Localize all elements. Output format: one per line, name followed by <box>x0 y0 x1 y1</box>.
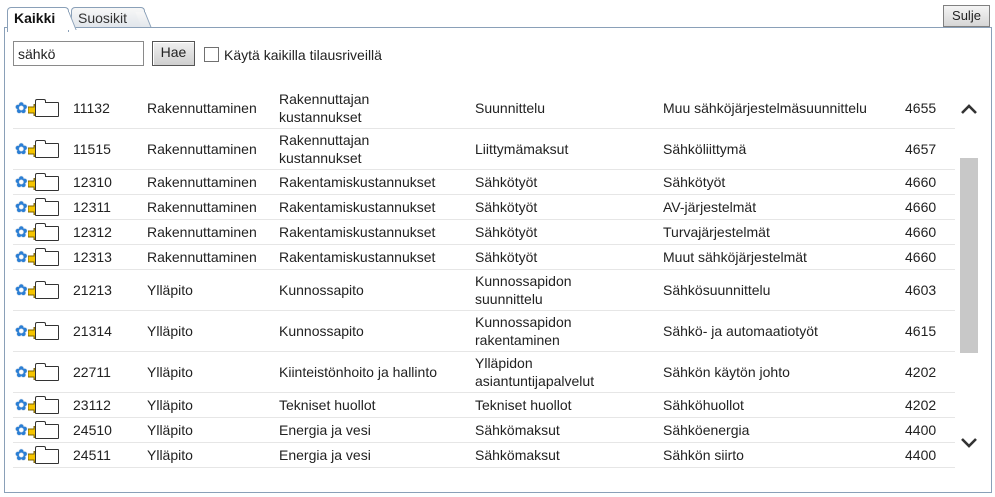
row-icons <box>15 270 67 310</box>
tab-label: Kaikki <box>14 10 56 26</box>
row-subcategory-line: Rakennuttajan <box>279 132 370 148</box>
row-number: 4400 <box>905 447 937 463</box>
row-subcategory <box>279 129 469 169</box>
row-group-line: Tekniset huollot <box>475 397 572 413</box>
row-subcategory-line: Rakentamiskustannukset <box>279 249 436 265</box>
row-description: Sähkö- ja automaatiotyöt <box>663 323 818 339</box>
row-description: Sähköhuollot <box>663 397 744 413</box>
row-group-line: Sähkötyöt <box>475 224 538 240</box>
row-description: Sähköenergia <box>663 422 750 438</box>
row-category: Ylläpito <box>147 447 193 463</box>
row-category: Ylläpito <box>147 364 193 380</box>
folder-icon[interactable] <box>35 201 59 216</box>
favorite-star-icon[interactable]: ✿ <box>15 422 28 439</box>
table-row[interactable] <box>13 393 955 418</box>
row-subcategory-line: Tekniset huollot <box>279 397 376 413</box>
row-group-line: Sähkömaksut <box>475 447 560 463</box>
row-code: 21213 <box>73 282 112 298</box>
folder-icon[interactable] <box>35 143 59 158</box>
row-description: Sähkön siirto <box>663 447 744 463</box>
row-code: 23112 <box>73 397 111 413</box>
row-subcategory-line: Kunnossapito <box>279 282 364 298</box>
row-group-line: Ylläpidon <box>475 355 533 371</box>
row-group-line: Liittymämaksut <box>475 141 569 157</box>
row-group-line: Sähkötyöt <box>475 199 538 215</box>
row-group <box>475 245 660 269</box>
row-icons <box>15 88 67 128</box>
favorite-star-icon[interactable]: ✿ <box>15 397 28 414</box>
row-code: 12313 <box>73 249 112 265</box>
row-group <box>475 418 660 442</box>
row-subcategory <box>279 443 469 467</box>
table-row[interactable] <box>13 88 955 129</box>
table-row[interactable] <box>13 270 955 311</box>
use-all-rows-checkbox[interactable] <box>204 47 219 62</box>
row-subcategory <box>279 393 469 417</box>
row-description: Muu sähköjärjestelmäsuunnittelu <box>663 100 867 116</box>
folder-icon[interactable] <box>35 176 59 191</box>
row-group-line: Suunnittelu <box>475 100 546 116</box>
row-number: 4615 <box>905 323 937 339</box>
folder-icon[interactable] <box>35 102 59 117</box>
use-all-rows-label: Käytä kaikilla tilausriveillä <box>224 47 382 63</box>
row-group-line: suunnittelu <box>475 291 543 307</box>
row-subcategory <box>279 352 469 392</box>
folder-icon[interactable] <box>35 366 59 381</box>
row-code: 12312 <box>73 224 112 240</box>
row-code: 24511 <box>73 447 111 463</box>
scroll-up-icon[interactable] <box>958 98 980 120</box>
table-row[interactable] <box>13 352 955 393</box>
scrollbar[interactable] <box>958 88 980 468</box>
folder-icon[interactable] <box>35 449 59 464</box>
row-category: Ylläpito <box>147 422 193 438</box>
row-code: 22711 <box>73 364 111 380</box>
row-description: Sähköliittymä <box>663 141 747 157</box>
row-number: 4660 <box>905 224 937 240</box>
table-row[interactable] <box>13 311 955 352</box>
row-subcategory-line: Energia ja vesi <box>279 447 371 463</box>
close-button[interactable]: Sulje <box>943 5 990 27</box>
row-subcategory-line: Kiinteistönhoito ja hallinto <box>279 364 437 380</box>
search-button[interactable]: Hae <box>152 41 195 66</box>
row-group-line: rakentaminen <box>475 332 560 348</box>
row-icons <box>15 352 67 392</box>
row-category: Rakennuttaminen <box>147 141 257 157</box>
row-category: Rakennuttaminen <box>147 174 257 190</box>
favorite-star-icon[interactable]: ✿ <box>15 100 28 117</box>
row-subcategory <box>279 270 469 310</box>
row-group <box>475 352 660 392</box>
row-number: 4603 <box>905 282 937 298</box>
row-description: Turvajärjestelmät <box>663 224 770 240</box>
scrollbar-thumb[interactable] <box>960 158 978 353</box>
row-subcategory <box>279 220 469 244</box>
row-category: Rakennuttaminen <box>147 249 257 265</box>
row-icons <box>15 170 67 194</box>
row-subcategory <box>279 245 469 269</box>
table-row[interactable] <box>13 170 955 195</box>
row-number: 4400 <box>905 422 937 438</box>
row-code: 11515 <box>73 141 111 157</box>
row-subcategory-line: Rakennuttajan <box>279 91 370 107</box>
row-subcategory <box>279 311 469 351</box>
row-group <box>475 195 660 219</box>
table-row[interactable] <box>13 220 955 245</box>
row-subcategory <box>279 418 469 442</box>
favorite-star-icon[interactable]: ✿ <box>15 282 28 299</box>
row-subcategory <box>279 195 469 219</box>
row-subcategory-line: Kunnossapito <box>279 323 364 339</box>
row-group <box>475 88 660 128</box>
row-icons <box>15 129 67 169</box>
favorite-star-icon[interactable]: ✿ <box>15 199 28 216</box>
row-number: 4660 <box>905 199 937 215</box>
tab-bar <box>4 4 992 28</box>
favorite-star-icon[interactable]: ✿ <box>15 224 28 241</box>
row-subcategory-line: Rakentamiskustannukset <box>279 224 436 240</box>
row-description: Sähkösuunnittelu <box>663 282 771 298</box>
row-code: 24510 <box>73 422 112 438</box>
tab-label: Suosikit <box>78 10 128 26</box>
row-subcategory <box>279 170 469 194</box>
row-number: 4202 <box>905 397 937 413</box>
row-category: Ylläpito <box>147 282 193 298</box>
favorite-star-icon[interactable]: ✿ <box>15 249 28 266</box>
row-subcategory-line: Rakentamiskustannukset <box>279 199 436 215</box>
row-number: 4660 <box>905 249 937 265</box>
row-group <box>475 443 660 467</box>
table-row[interactable] <box>13 418 955 443</box>
row-code: 11132 <box>73 100 110 116</box>
row-group-line: Sähkötyöt <box>475 174 538 190</box>
row-icons <box>15 393 67 417</box>
row-icons <box>15 311 67 351</box>
favorite-star-icon[interactable]: ✿ <box>15 364 28 381</box>
row-subcategory-line: kustannukset <box>279 150 362 166</box>
table-row[interactable] <box>13 443 955 468</box>
row-group <box>475 393 660 417</box>
row-icons <box>15 195 67 219</box>
row-icons <box>15 220 67 244</box>
row-description: Sähkön käytön johto <box>663 364 790 380</box>
row-category: Ylläpito <box>147 397 193 413</box>
row-category: Rakennuttaminen <box>147 199 257 215</box>
folder-icon[interactable] <box>35 284 59 299</box>
row-group <box>475 170 660 194</box>
result-list <box>13 88 955 468</box>
row-group-line: Kunnossapidon <box>475 273 572 289</box>
folder-icon[interactable] <box>35 399 59 414</box>
row-group <box>475 270 660 310</box>
folder-icon[interactable] <box>35 325 59 340</box>
favorite-star-icon[interactable]: ✿ <box>15 174 28 191</box>
row-group-line: Sähkömaksut <box>475 422 560 438</box>
row-subcategory-line: Rakentamiskustannukset <box>279 174 436 190</box>
folder-icon[interactable] <box>35 251 59 266</box>
row-group-line: Sähkötyöt <box>475 249 538 265</box>
row-category: Rakennuttaminen <box>147 224 257 240</box>
row-group <box>475 129 660 169</box>
table-row[interactable] <box>13 129 955 170</box>
folder-icon[interactable] <box>35 226 59 241</box>
row-description: Sähkötyöt <box>663 174 726 190</box>
favorite-star-icon[interactable]: ✿ <box>15 447 28 464</box>
row-code: 12310 <box>73 174 112 190</box>
row-group <box>475 220 660 244</box>
table-row[interactable] <box>13 195 955 220</box>
row-category: Rakennuttaminen <box>147 100 257 116</box>
scroll-down-icon[interactable] <box>958 432 980 454</box>
row-category: Ylläpito <box>147 323 193 339</box>
row-icons <box>15 418 67 442</box>
row-subcategory-line: kustannukset <box>279 109 362 125</box>
folder-icon[interactable] <box>35 424 59 439</box>
row-code: 12311 <box>73 199 111 215</box>
row-icons <box>15 245 67 269</box>
row-description: Muut sähköjärjestelmät <box>663 249 807 265</box>
row-code: 21314 <box>73 323 112 339</box>
row-subcategory <box>279 88 469 128</box>
tab-kaikki[interactable] <box>7 7 69 32</box>
row-number: 4655 <box>905 100 937 116</box>
row-number: 4660 <box>905 174 937 190</box>
row-number: 4657 <box>905 141 937 157</box>
row-description: AV-järjestelmät <box>663 199 757 215</box>
row-number: 4202 <box>905 364 937 380</box>
favorite-star-icon[interactable]: ✿ <box>15 323 28 340</box>
row-icons <box>15 443 67 467</box>
table-row[interactable] <box>13 245 955 270</box>
row-group-line: asiantuntijapalvelut <box>475 373 595 389</box>
tab-suosikit[interactable] <box>71 7 145 29</box>
row-group-line: Kunnossapidon <box>475 314 572 330</box>
row-group <box>475 311 660 351</box>
favorite-star-icon[interactable]: ✿ <box>15 141 28 158</box>
row-subcategory-line: Energia ja vesi <box>279 422 371 438</box>
search-input[interactable] <box>13 41 144 66</box>
